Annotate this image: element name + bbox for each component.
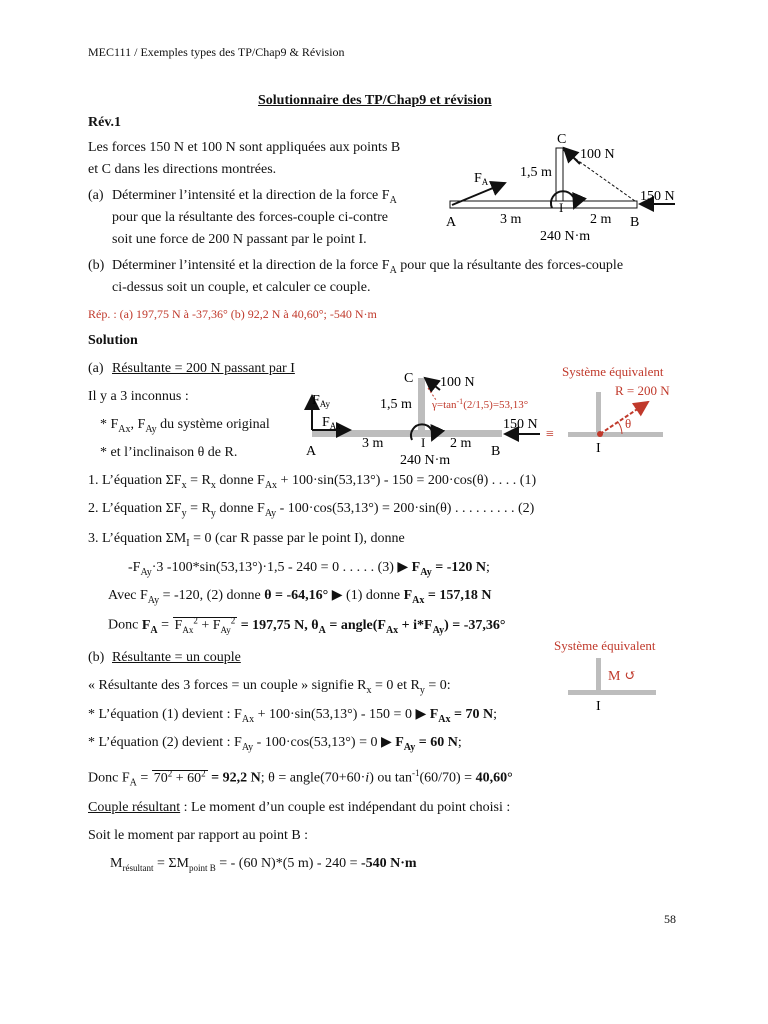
- label-C: C: [557, 132, 567, 147]
- question-a-line-2: pour que la résultante des forces-couple ci-contre: [112, 210, 388, 225]
- couple-line: Couple résultant : Le moment d’un couple est indépendant du point choisi :: [88, 800, 511, 815]
- label-100N: 100 N: [440, 375, 475, 390]
- question-b-label: (b): [88, 258, 105, 273]
- label-2m: 2 m: [450, 436, 472, 451]
- label-I: I: [559, 200, 564, 215]
- equivalent-system-2: [552, 636, 682, 716]
- equation-3-line: $-F_{Ay}\cdot 3$ -100*sin(53,13°)·1,5 - 240 = 0 . . . . . (3) ▶ $F_{Ay} = -120$ N;: [128, 560, 490, 578]
- beam-horizontal: [568, 690, 656, 695]
- question-b-line-2: ci-dessus soit un couple, et calculer ce couple.: [112, 280, 371, 295]
- label-2m: 2 m: [590, 212, 612, 227]
- question-a-line-3: soit une force de 200 N passant par le point I.: [112, 232, 367, 247]
- statement-line-1: Les forces 150 N et 100 N sont appliquées aux points B: [88, 140, 401, 155]
- label-FA: $F_A$: [474, 171, 489, 187]
- b-equation-2: * L’équation (2) devient : $F_{Ay} - 100\cdot\cos(53,13^\circ) = 0$ ▶ $F_{Ay} = 60$ N;: [88, 735, 462, 753]
- label-I: I: [421, 435, 426, 450]
- label-3m: 3 m: [500, 212, 522, 227]
- label-A: A: [446, 215, 457, 230]
- moment-result-line: $M_{résultant} = \Sigma M_{point B}$ = - (60 N)*(5 m) - 240 = -540 N·m: [110, 856, 417, 873]
- label-gamma: $\gamma=\tan^{-1}(2/1,5)=53,13^\circ$: [432, 397, 529, 411]
- b-equation-1: * L’équation (1) devient : $F_{Ax} + 100\cdot\sin(53,13^\circ) - 150 = 0$ ▶ $F_{Ax} = 70$ N;: [88, 707, 498, 725]
- solution-a-title: Résultante = 200 N passant par I: [112, 361, 295, 376]
- equation-2: 2. L’équation $\Sigma F_y = R_y$ donne $F_{Ay} - 100\cdot\cos(53,13^\circ) = 200\cdot\sin(\theta)$ . . . . . . . . . (2): [88, 501, 535, 519]
- equivalent-system-1: [560, 362, 690, 462]
- b-donc-line: Donc $F_A = 70^2 + 60^2 = 92,2$ N; θ = angle(70+60·i) ou $\tan^{-1}(60/70) = 40,60^\circ$: [88, 768, 513, 789]
- label-240Nm: 240 N·m: [540, 229, 591, 244]
- revision-label: Rév.1: [88, 115, 122, 130]
- statement-line-2: et C dans les directions montrées.: [88, 162, 277, 177]
- solution-b-title: Résultante = un couple: [112, 650, 241, 665]
- solution-a-label: (a): [88, 361, 104, 376]
- unknowns-intro: Il y a 3 inconnus :: [88, 389, 189, 404]
- label-I: I: [596, 441, 601, 456]
- label-240Nm: 240 N·m: [400, 453, 451, 468]
- label-FAx: $F_{Ax}$: [322, 415, 341, 431]
- label-I: I: [596, 699, 601, 714]
- beam-vertical: [596, 658, 601, 690]
- label-150N: 150 N: [503, 417, 538, 432]
- moment-label: M ↺: [608, 669, 637, 684]
- beam-vertical: [596, 392, 601, 432]
- label-A: A: [306, 444, 317, 459]
- equivalent-label: Système équivalent: [554, 638, 656, 653]
- label-100N: 100 N: [580, 147, 615, 162]
- beam-horizontal: [450, 201, 637, 208]
- b-intro: « Résultante des 3 forces = un couple » signifie $R_x = 0$ et $R_y = 0$:: [88, 678, 451, 696]
- unknown-1: * $F_{Ax}$, $F_{Ay}$ du système original: [100, 417, 270, 435]
- question-b-line-1: Déterminer l’intensité et la direction de la force $F_A$ pour que la résultante des forces-couple: [112, 258, 624, 276]
- label-15m: 1,5 m: [380, 397, 412, 412]
- equivalence-sign: ≡: [546, 427, 554, 442]
- page-title: Solutionnaire des TP/Chap9 et révision: [258, 93, 492, 108]
- label-B: B: [630, 215, 640, 230]
- question-a-line-1: Déterminer l’intensité et la direction de la force $F_A$: [112, 188, 397, 206]
- answer-line: Rép. : (a) 197,75 N à -37,36° (b) 92,2 N à 40,60°; -540 N·m: [88, 307, 377, 321]
- donc-line-a: Donc $F_A = F_{Ax}^2 + F_{Ay}^2 = 197,75$ N, $\theta_A$ = $angle(F_{Ax} + i*F_{Ay}) = -37,36^\circ$: [108, 615, 506, 636]
- theta-label: θ: [625, 416, 632, 431]
- equation-1: 1. L’équation $\Sigma F_x = R_x$ donne $F_{Ax} + 100\cdot\sin(53,13^\circ) - 150 = 200\cdot\cos(\theta)$ . . . . (1): [88, 473, 537, 491]
- label-FAy: $F_{Ay}$: [312, 393, 330, 409]
- force-100-arrow: [425, 378, 440, 390]
- page-header: MEC111 / Exemples types des TP/Chap9 & Révision: [88, 45, 345, 59]
- figure-2-diagram: [300, 368, 560, 468]
- resultant-label: R = 200 N: [615, 383, 670, 398]
- avec-line: Avec $F_{Ay} = -120$, (2) donne θ = -64,16° ▶ (1) donne $F_{Ax} = 157,18$ N: [108, 588, 492, 606]
- beam-horizontal: [568, 432, 663, 437]
- moment-intro: Soit le moment par rapport au point B :: [88, 828, 309, 843]
- label-C: C: [404, 371, 414, 386]
- figure-1-diagram: [440, 128, 690, 248]
- equation-3: 3. L’équation $\Sigma M_I = 0$ (car R passe par le point I), donne: [88, 531, 405, 549]
- label-3m: 3 m: [362, 436, 384, 451]
- label-B: B: [491, 444, 501, 459]
- question-a-label: (a): [88, 188, 104, 203]
- equivalent-label: Système équivalent: [562, 364, 664, 379]
- resultant-arrow: [600, 402, 648, 434]
- unknown-2: * et l’inclinaison θ de R.: [100, 445, 238, 460]
- beam-vertical: [418, 378, 425, 430]
- label-15m: 1,5 m: [520, 165, 552, 180]
- force-100-arrow: [564, 148, 580, 164]
- label-150N: 150 N: [640, 189, 675, 204]
- beam-horizontal: [312, 430, 502, 437]
- solution-heading: Solution: [88, 333, 138, 348]
- solution-b-label: (b): [88, 650, 105, 665]
- page-number: 58: [664, 912, 676, 926]
